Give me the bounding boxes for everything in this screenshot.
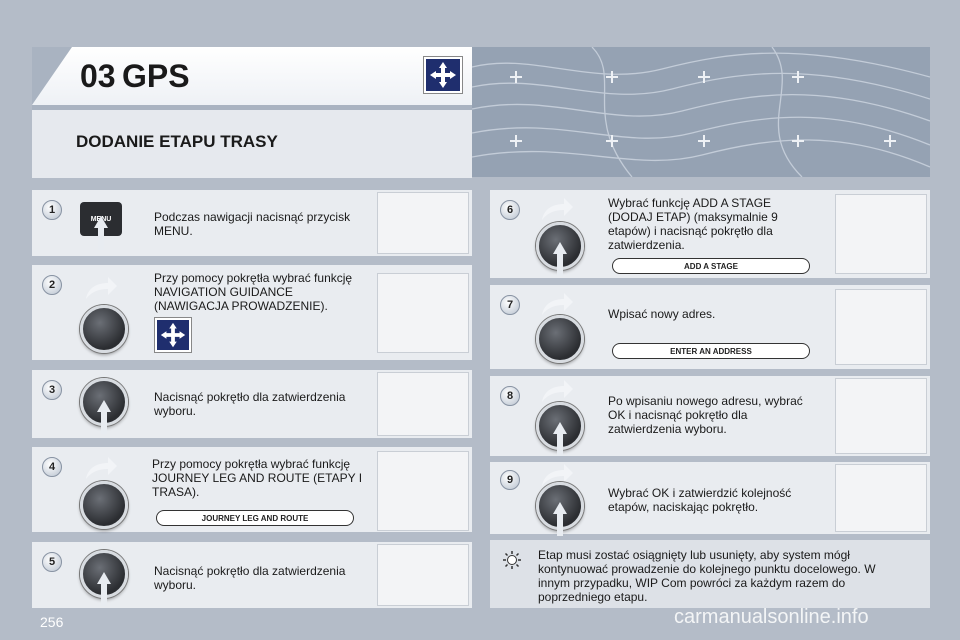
rotate-arrow-icon xyxy=(84,455,118,481)
step-number-badge: 2 xyxy=(42,275,62,295)
rotate-arrow-icon xyxy=(540,196,574,222)
topographic-map-decoration xyxy=(472,47,930,177)
rotary-knob-icon xyxy=(536,315,584,363)
sun-tip-icon xyxy=(502,550,522,570)
press-arrow-stem xyxy=(557,254,563,276)
press-arrow-stem xyxy=(98,228,104,250)
section-title: DODANIE ETAPU TRASY xyxy=(76,132,278,151)
step-number-badge: 7 xyxy=(500,295,520,315)
step-6-text: Wybrać funkcję ADD A STAGE (DODAJ ETAP) (maksymalnie 9 etapów) i nacisnąć pokrętło dla zatwierdzenia. xyxy=(608,196,778,252)
step-4-text: Przy pomocy pokrętła wybrać funkcję JOURNEY LEG AND ROUTE (ETAPY I TRASA). xyxy=(152,457,363,499)
rotate-arrow-icon xyxy=(84,275,118,301)
press-arrow-stem xyxy=(101,412,107,434)
navigation-cross-icon xyxy=(424,57,462,93)
rotate-arrow-icon xyxy=(540,378,574,404)
step-9-text: Wybrać OK i zatwierdzić kolejność etapów, naciskając pokrętło. xyxy=(608,486,792,514)
step-3-text: Nacisnąć pokrętło dla zatwierdzenia wyboru. xyxy=(154,390,346,418)
rotary-knob-icon xyxy=(80,481,128,529)
step-2-panel xyxy=(32,265,472,360)
chapter-number: 03 xyxy=(80,58,116,94)
radio-unit-illustration xyxy=(835,378,927,454)
press-arrow-icon xyxy=(553,242,567,254)
menu-option-pill: ENTER AN ADDRESS xyxy=(612,343,810,359)
menu-option-pill: JOURNEY LEG AND ROUTE xyxy=(156,510,354,526)
press-arrow-icon xyxy=(94,216,108,228)
step-7-text: Wpisać nowy adres. xyxy=(608,307,716,321)
chapter-title: GPS xyxy=(122,58,190,94)
step-number-badge: 6 xyxy=(500,200,520,220)
press-arrow-stem xyxy=(101,584,107,606)
step-1-panel xyxy=(32,190,472,256)
step-3-panel xyxy=(32,370,472,438)
step-9-panel xyxy=(490,462,930,534)
step-number-badge: 9 xyxy=(500,470,520,490)
step-1-text: Podczas nawigacji nacisnąć przycisk MENU. xyxy=(154,210,351,238)
radio-unit-illustration xyxy=(377,451,469,531)
rotate-arrow-icon xyxy=(540,291,574,317)
press-arrow-icon xyxy=(553,502,567,514)
step-5-panel xyxy=(32,542,472,608)
step-8-text: Po wpisaniu nowego adresu, wybrać OK i nacisnąć pokrętło dla zatwierdzenia wyboru. xyxy=(608,394,803,436)
tip-note-text: Etap musi zostać osiągnięty lub usunięty, aby system mógł kontynuować prowadzenie do kolejnego punktu docelowego. W innym przypadku, WIP Com powróci za każdym razem do poprzedniego etapu. xyxy=(538,548,876,604)
radio-unit-illustration xyxy=(377,544,469,606)
radio-unit-illustration xyxy=(835,194,927,274)
watermark: carmanualsonline.info xyxy=(674,606,869,628)
press-arrow-icon xyxy=(97,400,111,412)
radio-unit-illustration xyxy=(835,289,927,365)
step-number-badge: 4 xyxy=(42,457,62,477)
step-number-badge: 5 xyxy=(42,552,62,572)
radio-unit-illustration xyxy=(835,464,927,532)
step-8-panel xyxy=(490,376,930,456)
topo-lines xyxy=(472,47,930,177)
step-number-badge: 1 xyxy=(42,200,62,220)
step-7-panel xyxy=(490,285,930,369)
step-number-badge: 3 xyxy=(42,380,62,400)
menu-button-illustration: MENU xyxy=(80,202,122,236)
press-arrow-icon xyxy=(97,572,111,584)
step-6-panel xyxy=(490,190,930,278)
step-number-badge: 8 xyxy=(500,386,520,406)
rotary-knob-icon xyxy=(80,305,128,353)
radio-unit-illustration xyxy=(377,372,469,436)
radio-unit-illustration xyxy=(377,273,469,353)
radio-unit-illustration xyxy=(377,192,469,254)
tip-note-panel xyxy=(490,540,930,608)
step-5-text: Nacisnąć pokrętło dla zatwierdzenia wyboru. xyxy=(154,564,346,592)
step-2-text: Przy pomocy pokrętła wybrać funkcję NAVIGATION GUIDANCE (NAWIGACJA PROWADZENIE). xyxy=(154,271,353,313)
press-arrow-stem xyxy=(557,514,563,536)
page-number: 256 xyxy=(40,614,64,630)
menu-option-pill: ADD A STAGE xyxy=(612,258,810,274)
press-arrow-icon xyxy=(553,422,567,434)
step-4-panel xyxy=(32,447,472,532)
navigation-cross-icon xyxy=(155,318,191,352)
press-arrow-stem xyxy=(557,434,563,456)
